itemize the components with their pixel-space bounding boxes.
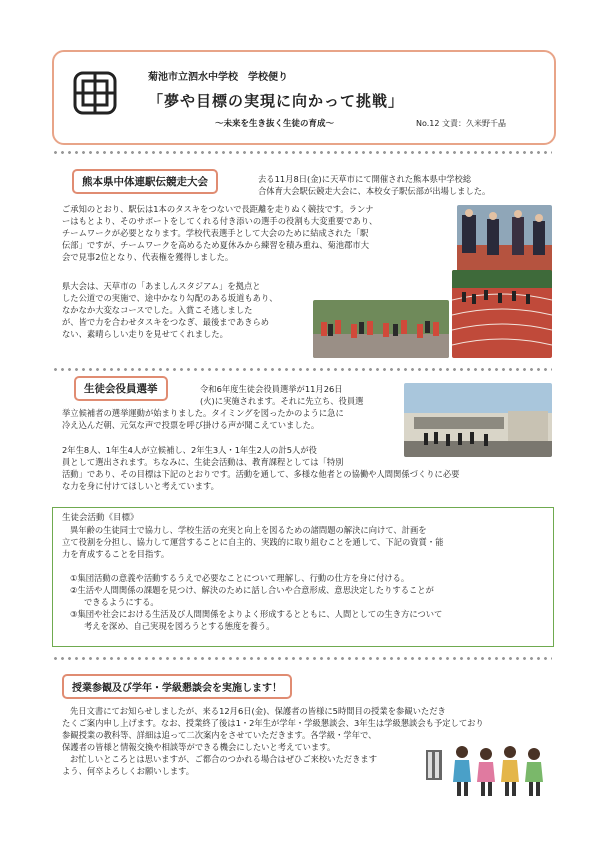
election-para1-rest: [62, 407, 402, 431]
text-line: お忙しいところとは思いますが、ご都合のつかれる場合はぜひご来校いただきます: [70, 754, 377, 765]
text-line: 員として選出されます。ちなみに、生徒会活動は、教育課程としては「特別: [62, 457, 344, 468]
open-class-text-wide: [62, 705, 554, 729]
ekiden-para1: [62, 203, 457, 263]
text-line: ーはもとより、そのサポートをしてくれる付き添いの選手の役割も大変重要であり、: [62, 216, 378, 227]
goals-title: 生徒会活動《目標》: [62, 513, 139, 523]
text-line: なかなか大変なコースでした。入賞こそ逃しました: [62, 305, 253, 316]
election-para1-top: [200, 383, 400, 407]
text-line: した公道での実施で、途中かなり勾配のある坂道もあり、: [62, 293, 278, 304]
issue-number: No.12: [416, 119, 440, 128]
dotted-divider: [52, 150, 552, 155]
text-line: 令和6年度生徒会役員選挙が11月26日: [200, 384, 343, 394]
goals-intro: [62, 524, 547, 560]
school-name: 菊池市立泗水中学校 学校便り: [148, 72, 288, 83]
section-heading-ekiden: 熊本県中体連駅伝競走大会: [72, 169, 218, 194]
newsletter-title: 「夢や目標の実現に向かって挑戦」: [148, 92, 405, 110]
parents-visit-illustration: [426, 738, 554, 800]
goal-item: ③集団や社会における生活及び人間関係をよりよく形成するとともに、人間としての生き方について 考えを深め、自己実現を図ろうとする態度を養う。: [70, 609, 443, 632]
text-line: 冷え込んだ朝、元気な声で投票を呼び掛ける声が聞こえていました。: [62, 420, 320, 431]
relay-photo-runners: [457, 205, 552, 278]
dotted-divider: [52, 367, 552, 372]
text-line: 参観授業の教科等、詳細は追って二次案内をさせていただきます。各学級・学年で、: [62, 730, 377, 740]
issue-info: [416, 118, 506, 129]
text-line: ない、素晴らしい走りを見せてくれました。: [62, 329, 228, 340]
relay-photo-stadium: [452, 270, 552, 358]
intro-line: 合体育大会駅伝競走大会に、本校女子駅伝部が出場しました。: [258, 186, 491, 197]
school-crest-icon: [72, 70, 118, 116]
text-line: 活動」であり、その目標は下記のとおりです。活動を通して、多様な他者との協働や人間関係づくりに必要: [62, 469, 460, 480]
text-line: 力を育成することを目指す。: [62, 549, 170, 560]
section-heading-open-class: 授業参観及び学年・学級懇談会を実施します！: [62, 674, 292, 699]
text-line: たくご案内申し上げます。なお、授業終了後は1・2年生が学年・学級懇談会、3年生は学級懇談会も予定しており: [62, 718, 484, 729]
text-line: が、皆で力を合わせタスキをつなぎ、最後まであきらめ: [62, 317, 270, 328]
text-line: チームワークが必要となります。学校代表選手として大会のために結成された「駅: [62, 228, 369, 239]
text-line: 保護者の皆様と情報交換や相談等ができる機会にしたいと考えています。: [62, 742, 336, 753]
goals-list: [70, 572, 550, 632]
text-line: 先日文書にてお知らせしましたが、来る12月6日(金)、保護者の皆様に5時間目の授業を参観いただき: [70, 706, 446, 716]
text-line: 立て役割を分担し、協力して運営することに自主的、実践的に取り組むことを通して、下記の資質・能: [62, 537, 444, 548]
goal-item: ②生活や人間関係の課題を見つけ、解決のために話し合いや合意形成、意思決定したりすることが できるようにする。: [70, 585, 434, 608]
text-line: (火)に実施されます。それに先立ち、役員選: [200, 396, 364, 407]
text-line: よう、何卒よろしくお願いします。: [62, 766, 195, 777]
section-heading-election: 生徒会役員選挙: [74, 376, 168, 401]
text-line: 県大会は、天草市の「あましんスタジアム」を拠点と: [62, 281, 261, 291]
text-line: 挙立候補者の選挙運動が始まりました。タイミングを図ったかのように急に: [62, 408, 344, 418]
dotted-divider: [52, 656, 552, 661]
goal-item: ①集団活動の意義や活動するうえで必要なことについて理解し、行動の仕方を身に付ける。: [70, 573, 410, 583]
relay-photo-road-race: [313, 300, 449, 358]
text-line: ご承知のとおり、駅伝は1本のタスキをつないで長距離を走りぬく競技です。ランナ: [62, 204, 374, 214]
text-line: な力を身に付けてほしいと考えています。: [62, 481, 219, 492]
text-line: 異年齢の生徒同士で協力し、学校生活の充実と向上を図るための諸問題の解決に向けて、計画を: [70, 525, 427, 535]
open-class-text: [62, 729, 422, 777]
election-para2: [62, 444, 554, 492]
ekiden-intro: [258, 173, 558, 197]
author: 文責：久米野千晶: [442, 119, 507, 128]
newsletter-subtitle: ～未来を生き抜く生徒の育成～: [215, 119, 335, 129]
ekiden-para2: [62, 280, 312, 340]
text-line: 会で見事2位となり、代表権を獲得しました。: [62, 252, 234, 263]
intro-line: 去る11月8日(金)に天草市にて開催された熊本県中学校総: [258, 174, 472, 184]
text-line: 伝部」ですが、チームワークを高めるため夏休みから練習を積み重ね、菊池郡市大: [62, 240, 369, 251]
text-line: 2年生8人、1年生4人が立候補し、2年生3人・1年生2人の計5人が役: [62, 445, 317, 455]
